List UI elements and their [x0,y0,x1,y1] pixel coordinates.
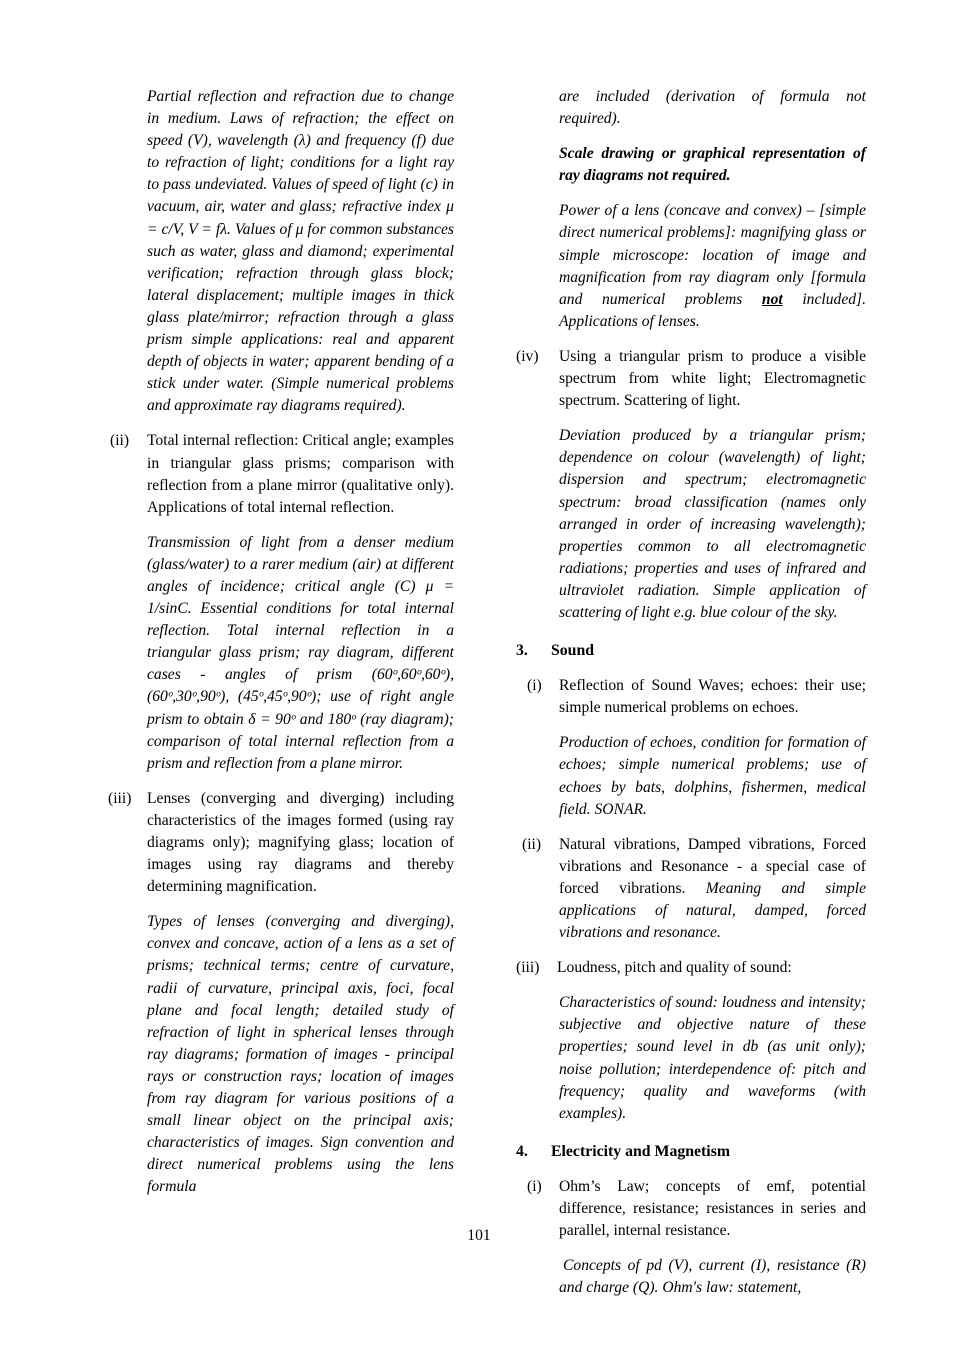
spacer [516,1125,866,1141]
list-item-iv-note: Deviation produced by a triangular prism; dependence on colour (wavelength) of light; dispersion and spectrum; electromagnetic spectrum: broad classification (names only arranged in order of increasing wavelength); properties common to all electromagnetic radiations; properties and uses of infrared and ultraviolet radiation. Simple application of scattering of light e.g. blue colour of the sky. [559,427,866,621]
power-note-part1: Power of a lens (concave and convex) – [simple direct numerical problems]: magnifying glass or simple microscope: location of image and magnification from ray diagram only [formula and numerical problems [559,202,866,308]
list-marker-ii: (ii) [522,835,542,853]
electricity-list-item-i-note: Concepts of pd (V), current (I), resistance (R) and charge (Q). Ohm's law: statement, [559,1257,866,1297]
section-heading-electricity [516,1141,866,1163]
spacer [104,417,454,430]
list-item-iii-text: Lenses (converging and diverging) including characteristics of the images formed (using ray diagrams only); magnifying glass; location of images using ray diagrams and thereby determining magnification. [147,789,454,896]
spacer [516,979,866,992]
power-note-part2: included]. Applications of lenses. [559,290,867,330]
spacer [516,412,866,425]
list-marker-iii: (iii) [108,789,132,807]
section-number-3: 3. [516,642,528,660]
sound-list-item-ii [516,834,866,944]
left-column [104,86,454,1299]
list-marker-iv: (iv) [516,347,539,365]
spacer [516,821,866,834]
left-intro-paragraph: Partial reflection and refraction due to change in medium. Laws of refraction; the effect on speed (V), wavelength (λ) and frequency (f) due to refraction of light; conditions for a light ray to pass undeviated. Values of speed of light (c) in vacuum, air, water and glass; refractive index μ = c/V, V = fλ. Values of μ for common substances such as water, glass and diamond; experimental verification; refraction through glass block; lateral displacement; multiple images in thick glass plate/mirror; refraction through a glass prism simple applications: real and apparent depth of objects in water; apparent bending of a stick under water. (Simple numerical problems and approximate ray diagrams required). [147,88,454,415]
power-of-lens-note [559,200,866,333]
spacer [516,333,866,346]
spacer [516,187,866,200]
spacer [516,1163,866,1176]
sound-list-item-i-note: Production of echoes, condition for formation of echoes; simple numerical problems; use of echoes by bats, dolphins, fishermen, medical field. SONAR. [559,734,866,818]
sound-list-item-i [516,675,866,719]
page-number: 101 [467,1227,491,1244]
sound-item-ii-italic-part: Meaning and simple applications of natural, damped, forced vibrations and resonance. [559,879,866,942]
section-title-electricity: Electricity and Magnetism [551,1142,730,1160]
list-item-iii [104,788,454,898]
spacer [516,662,866,675]
list-item-iv-text: Using a triangular prism to produce a visible spectrum from white light; Electromagnetic spectrum. Scattering of light. [559,347,866,410]
sound-list-item-i-text: Reflection of Sound Waves; echoes: their use; simple numerical problems on echoes. [559,677,866,717]
list-marker-i: (i) [527,677,542,695]
spacer [516,719,866,732]
section-heading-sound [516,640,866,662]
spacer [104,519,454,532]
section-number-4: 4. [516,1142,528,1160]
spacer [516,624,866,640]
list-item-ii-text: Total internal reflection: Critical angle; examples in triangular glass prisms; comparison with reflection from a plane mirror (qualitative only). Applications of total internal reflection. [147,432,454,516]
spacer [104,775,454,788]
scale-drawing-note: Scale drawing or graphical representation of ray diagrams not required. [559,145,866,185]
section-title-sound: Sound [551,642,595,660]
list-item-iv [516,346,866,412]
sound-item-ii-roman-part: Natural vibrations, Damped vibrations, Forced vibrations and Resonance - a special case of forced vibrations. [559,835,866,897]
sound-list-item-iii [516,957,866,979]
spacer [104,898,454,911]
list-marker-ii: (ii) [110,432,130,450]
list-item-iii-note: Types of lenses (converging and diverging), convex and concave, action of a lens as a set of prisms; technical terms; centre of curvature, radii of curvature, principal axis, foci, focal plane and focal length; detailed study of refraction of light in spherical lenses through ray diagrams; formation of images - principal rays or construction rays; location of images from ray diagram for various positions of a small linear object on the principal axis; characteristics of images. Sign convention and direct numerical problems using the lens formula [147,913,454,1196]
sound-list-item-iii-text: Loudness, pitch and quality of sound: [557,959,792,977]
continued-paragraph: are included (derivation of formula not required). [559,88,866,128]
list-marker-iii: (iii) [516,959,540,977]
sound-list-item-iii-note: Characteristics of sound: loudness and intensity; subjective and objective nature of these properties; sound level in db (as unit only); noise pollution; interdependence of: pitch and frequency; quality and waveforms (with examples). [559,994,866,1122]
list-marker-i: (i) [527,1177,542,1195]
list-item-ii-note: Transmission of light from a denser medium (glass/water) to a rarer medium (air) at different angles of incidence; critical angle (C) μ = 1/sinC. Essential conditions for total internal reflection. Total internal reflection in a triangular glass prism; ray diagram, different cases - angles of prism (60ᵒ,60ᵒ,60ᵒ), (60ᵒ,30ᵒ,90ᵒ), (45ᵒ,45ᵒ,90ᵒ); use of right angle prism to obtain δ = 90ᵒ and 180ᵒ (ray diagram); comparison of total internal reflection from a prism and reflection from a plane mirror. [147,533,454,772]
electricity-list-item-i-text: Ohm’s Law; concepts of emf, potential difference, resistance; resistances in series and parallel, internal resistance. [559,1177,866,1240]
right-column [516,86,866,1299]
spacer [516,944,866,957]
sound-list-item-ii-text [559,834,866,944]
power-note-emphasis: not [761,290,783,308]
two-column-body [104,86,866,1299]
spacer [516,130,866,143]
list-item-ii [104,430,454,518]
